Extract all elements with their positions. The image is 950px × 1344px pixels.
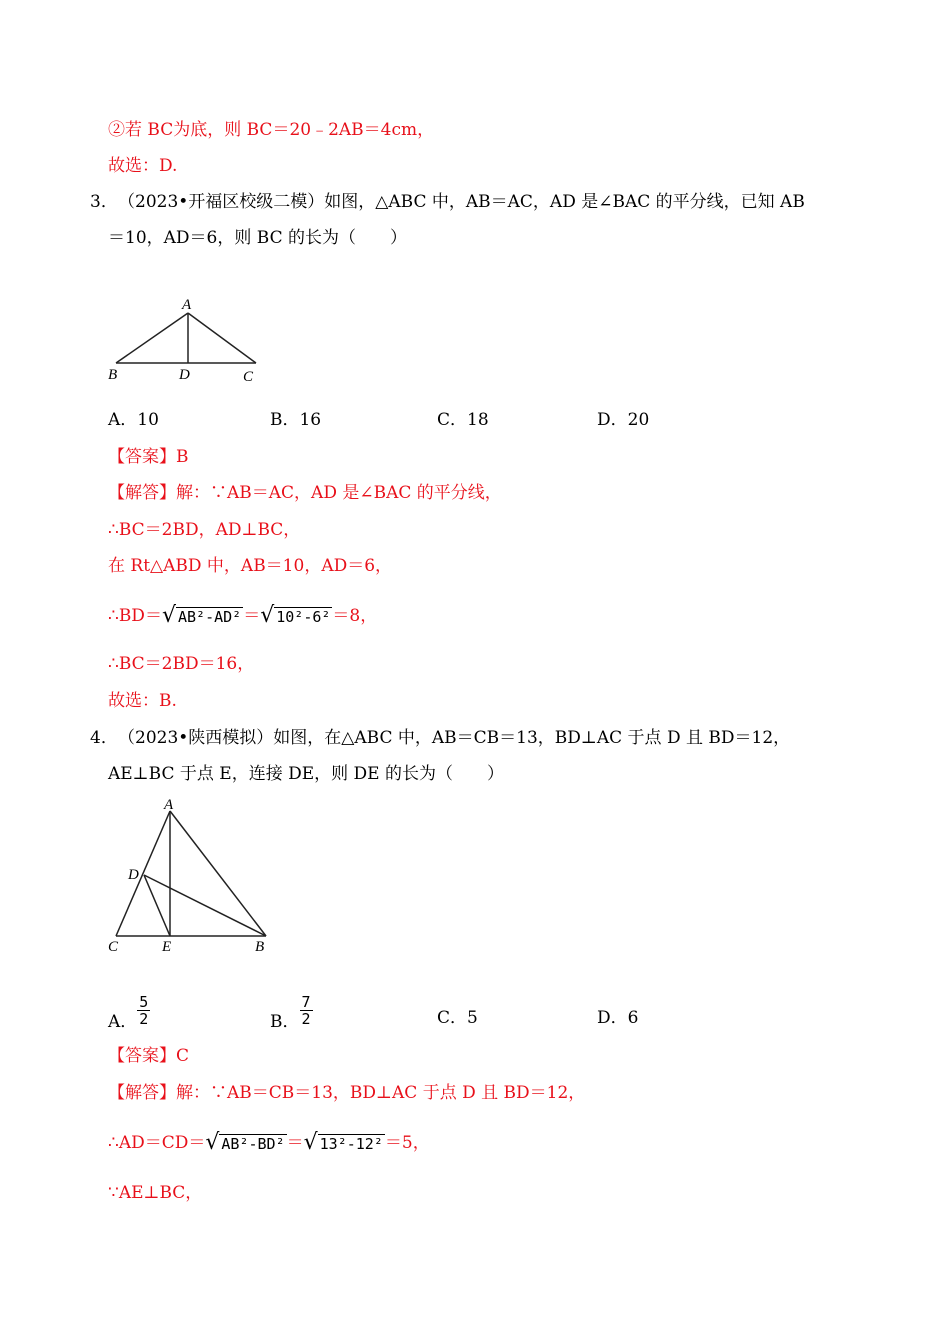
q4-option-d: D．6 xyxy=(597,1008,639,1028)
q4-label-b: B xyxy=(255,939,265,955)
prev-solution-choice: 故选：D. xyxy=(108,156,178,176)
q3-label-a: A xyxy=(182,297,192,313)
q4-option-a xyxy=(108,993,150,1039)
q3-figure xyxy=(100,295,280,385)
q3-stem-line1: （2023•开福区校级二模）如图，△ABC 中，AB＝AC，AD 是∠BAC 的平分线，已知 AB xyxy=(118,192,805,212)
q3-option-c: C．18 xyxy=(437,410,489,430)
q4-sqrt-2: √ 13²-12² xyxy=(303,1130,383,1155)
q4-sqrt-1: √ AB²-BD² xyxy=(205,1130,285,1155)
q4-side-ab xyxy=(170,811,266,936)
q3-sol4-prefix: ∴BD＝ xyxy=(108,606,162,626)
q3-label-d: D xyxy=(179,367,190,383)
q4-option-b xyxy=(270,993,313,1039)
q4-option-a-fraction: $\frac{5}{2}$ xyxy=(139,993,149,1028)
q4-label-e: E xyxy=(162,939,172,955)
q3-label-b: B xyxy=(108,367,118,383)
q3-option-a: A．10 xyxy=(108,410,159,430)
q3-sqrt-1: √ AB²-AD² xyxy=(161,603,242,628)
q4-solution-line2 xyxy=(108,1131,430,1156)
q4-sol2-equals: ＝ xyxy=(286,1133,304,1153)
q4-label-d: D xyxy=(128,867,139,883)
q3-label-c: C xyxy=(243,369,254,385)
q3-solution-line4 xyxy=(108,604,377,629)
q3-answer: 【答案】B xyxy=(108,447,189,467)
q4-segment-bd xyxy=(144,875,266,936)
q3-sqrt-2: √ 10²-6² xyxy=(260,603,331,628)
q4-answer: 【答案】C xyxy=(108,1046,190,1066)
q4-label-c: C xyxy=(108,939,119,955)
q4-sol2-prefix: ∴AD＝CD＝ xyxy=(108,1133,206,1153)
q3-option-b: B．16 xyxy=(270,410,322,430)
q4-solution-line3: ∵AE⊥BC， xyxy=(108,1183,203,1203)
q4-stem-line2: AE⊥BC 于点 E，连接 DE，则 DE 的长为（ ） xyxy=(108,764,504,784)
q4-option-c: C．5 xyxy=(437,1008,478,1028)
q3-solution-line3: 在 Rt△ABD 中，AB＝10，AD＝6， xyxy=(108,556,393,576)
q3-sol4-equals: ＝ xyxy=(243,606,261,626)
q4-segment-de xyxy=(144,875,170,936)
q4-stem-line1: （2023•陕西模拟）如图，在△ABC 中，AB＝CB＝13，BD⊥AC 于点 D 且 BD＝12， xyxy=(118,728,791,748)
q4-sol2-suffix: ＝5， xyxy=(384,1133,430,1153)
q3-choice: 故选：B. xyxy=(108,691,177,711)
q4-label-a: A xyxy=(164,797,174,813)
q4-option-b-fraction: $\frac{7}{2}$ xyxy=(301,993,311,1028)
q4-solution-line1: 【解答】解：∵AB＝CB＝13，BD⊥AC 于点 D 且 BD＝12， xyxy=(108,1083,586,1103)
q4-number: 4． xyxy=(90,728,118,748)
prev-solution-case2: ②若 BC为底，则 BC＝20﹣2AB＝4cm， xyxy=(108,120,435,140)
q3-number: 3． xyxy=(90,192,118,212)
q3-solution-line1: 【解答】解：∵AB＝AC，AD 是∠BAC 的平分线， xyxy=(108,483,502,503)
q4-option-a-prefix: A． xyxy=(108,1012,138,1032)
q4-option-b-prefix: B． xyxy=(270,1012,300,1032)
q3-option-d: D．20 xyxy=(597,410,650,430)
q3-solution-line2: ∴BC＝2BD，AD⊥BC， xyxy=(108,520,301,540)
q3-stem-line2: ＝10，AD＝6，则 BC 的长为（ ） xyxy=(108,228,407,248)
q4-figure xyxy=(100,795,290,960)
q3-side-ac xyxy=(188,313,256,363)
q3-solution-line5: ∴BC＝2BD＝16， xyxy=(108,654,255,674)
q3-sol4-suffix: ＝8， xyxy=(332,606,378,626)
q3-side-ab xyxy=(116,313,188,363)
